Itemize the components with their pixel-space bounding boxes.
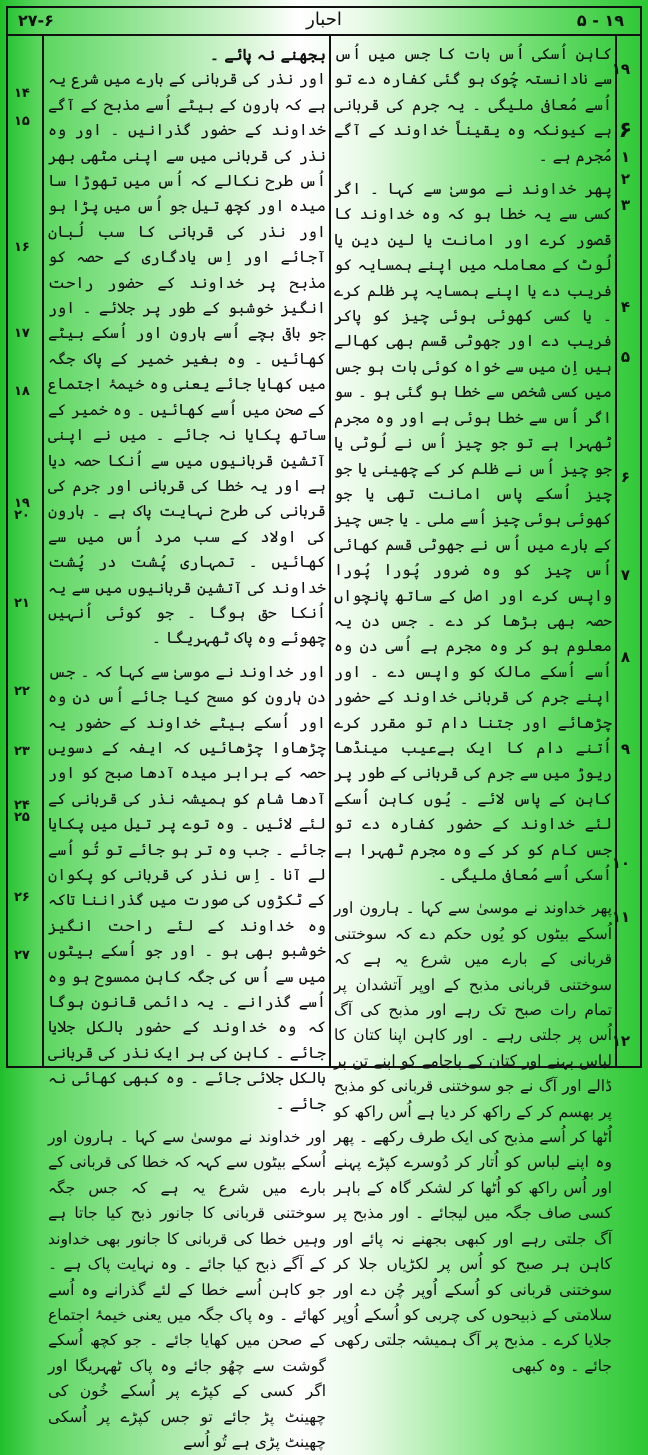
header-verse-range-right: ۵ - ۱۹ [576,11,624,30]
paragraph: اور نذر کی قربانی کے بارے میں شرع یہ ہے کہ ہارون کے بیٹے اُسے مذبح کے آگے خداوند کے حضور گذرانیں ۔ اور وہ نذر کی قربانی میں سے اپنی مٹھی بھر اُس طرح نکالے کہ اُس میں تھوڑا سا میدہ اور کچھ تیل جو اُس میں پڑا ہو اور نذر کی قربانی کا سب لُبان آجائے اور اِس یادگاری کے حصہ کو مذبح پر خداوند کے حضور راحت انگیز خوشبو کے طور پر جلائے ۔ اور جو باقی بچے اُسے ہارون اور اُسکے بیٹے کھائیں ۔ وہ بغیر خمیر کے پاک جگہ میں کھایا جائے یعنی وہ خیمۂ اجتماع کے صحن میں اُسے کھائیں ۔ وہ خمیر کے ساتھ پکایا نہ جائے ۔ میں نے اپنی آتشین قربانیوں میں سے اُنکا حصہ دیا ہے اور یہ خطا کی قربانی اور جرم کی قربانی کی طرح نہایت پاک ہے ۔ ہارون کی اولاد کے سب مرد اُس میں سے کھائیں ۔ تمہاری پُشت در پُشت خداوند کی آتشین قربانیوں میں سے یہ اُنکا حق ہوگا ۔ جو کوئی اُنہیں چھوئے وہ پاک ٹھہریگا ۔ [48,70,326,648]
verse-number: ۳ [620,196,630,214]
verse-number: ۷ [620,566,630,584]
paragraph: اور خداوند نے موسیٰ سے کہا ۔ ہارون اور اُسکے بیٹوں سے کہہ کہ خطا کی قربانی کے بارے میں شرع یہ ہے کہ جس جگہ سوختنی قربانی کا جانور ذبح کیا جاتا ہے وہیں خطا کی قربانی کا جانور بھی خداوند کے آگے ذبح کیا جائے ۔ وہ نہایت پاک ہے ۔ جو کاہن اُسے خطا کے لئے گذرانے وہ اُسے کھائے ۔ وہ پاک جگہ میں یعنی خیمۂ اجتماع کے صحن میں کھایا جائے ۔ جو کچھ اُسکے گوشت سے چھُو جائے وہ پاک ٹھہریگا اور اگر کسی کے کپڑے پر اُسکے خُون کی چھینٹ پڑ جائے تو جس کپڑے پر اُسکی چھینٹ پڑی ہے تُو اُسے [48,1128,326,1451]
chapter-marker: ۶ [618,118,632,143]
verse-number: ۱۸ [14,384,30,399]
verse-number: ۱۴ [14,86,30,101]
verse-number: ۵ [620,348,630,366]
verse-number: ۱۶ [14,240,30,255]
verse-number: ۱۷ [14,326,30,341]
verse-number: ۲۷ [14,948,30,963]
paragraph: کاہن اُسکی اُس بات کا جس میں اُس سے نادانستہ چُوک ہو گئی کفارہ دے تو اُسے مُعافی ملیگی ۔ یہ جرم کی قربانی ہے کیونکہ وہ یقیناً خداوند کے آگے مُجرم ہے ۔ [334,45,612,165]
verse-number: ۲۴ [14,798,30,813]
verse-number: ۱۱ [611,908,630,926]
paragraph: پھر خداوند نے موسیٰ سے کہا ۔ اگر کسی سے یہ خطا ہو کہ وہ خداوند کا قصور کرے اور امانت یا لین دین یا لُوٹ کے معاملہ میں اپنے ہمسایہ کو فریب دے یا اپنے ہمسایہ پر ظلم کرے ۔ یا کسی کھوئی ہوئی چیز کو پاکر فریب دے اور جھوٹی قسم بھی کھالے ہیں اِن میں سے خواہ کوئی بات ہو جس میں کسی شخص سے خطا ہو گئی ہو ۔ سو اگر اُس سے خطا ہوئی ہے اور وہ مجرم ٹھہرا ہے تو جو چیز اُس نے لُوٹی یا جو چیز اُس نے ظلم کر کے چھینی یا جو چیز اُسکے پاس امانت تھی یا جو کھوئی ہوئی چیز اُسے ملی ۔ یا جس چیز کے بارے میں اُس نے جھوٹی قسم کھائی اُس چیز کو وہ ضرور پُورا پُورا واپس کرے اور اصل کے ساتھ پانچواں حصہ بھی بڑھا کر دے ۔ جس دن یہ معلوم ہو کر وہ مجرم ہے اُسی دن وہ اُسے اُسکے مالک کو واپس دے ۔ اور اپنے جرم کی قربانی خداوند کے حضور چڑھائے اور جتنا دام تو مقرر کرے اُتنے دام کا ایک بےعیب مینڈھا ریوڑ میں سے جرم کی قربانی کے طور پر کاہن کے پاس لائے ۔ یُوں کاہن اُسکے لئے خداوند کے حضور کفارہ دے تو جس کام کو کر کے وہ مجرم ٹھہرا ہے اُسکی اُسے مُعافی ملیگی ۔ [334,180,612,884]
verse-number: ۶ [620,468,630,486]
verse-number: ۲۵ [14,810,30,825]
verse-number: ۲۳ [14,744,30,759]
verse-number: ۸ [620,648,630,666]
paragraph: اور خداوند نے موسیٰ سے کہا کہ ۔ جس دن ہارون کو مسح کیا جائے اُس دن وہ اور اُسکے بیٹے خداوند کے حضور یہ چڑھاوا چڑھائیں کہ ایفہ کے دسویں حصہ کے برابر میدہ آدھا صبح کو اور آدھا شام کو ہمیشہ نذر کی قربانی کے لئے لائیں ۔ وہ توے پر تیل میں پکایا جائے ۔ جب وہ تر ہو جائے تو تُو اُسے لے آنا ۔ اِس نذر کی قربانی کو پکوان کے ٹکڑوں کی صورت میں گذراننا تاکہ وہ خداوند کے لئے راحت انگیز خوشبو بھی ہو ۔ اور جو اُسکے بیٹوں میں سے اُس کی جگہ کاہن ممسوح ہو وہ اُسے گذرانے ۔ یہ دائمی قانون ہوگا کہ وہ خداوند کے حضور بالکل جلایا جائے ۔ کاہن کی ہر ایک نذر کی قربانی بالکل جلائی جائے ۔ وہ کبھی کھائی نہ جائے ۔ [48,662,326,1113]
bible-page [6,6,642,1451]
verse-number: ۱۹ [14,496,30,511]
verse-number: ۱ [620,148,630,166]
verse-number: ۱۲ [611,1032,630,1050]
paragraph: بجھنے نہ پائے ۔ [209,45,326,64]
book-title: احبار [306,9,342,30]
left-margin-divider [42,34,44,1066]
verse-number: ۲۶ [14,890,30,905]
verse-number: ۱۹ [611,60,630,78]
column-divider [329,34,331,1066]
left-text-column [48,42,326,1455]
verse-number: ۹ [620,740,630,758]
right-text-column [334,42,612,1379]
header-verse-range-left: ۲۷-۶ [18,11,54,30]
page-header [8,8,640,36]
verse-number: ۲۲ [14,684,30,699]
verse-number: ۴ [620,298,630,316]
verse-number: ۱۵ [14,114,30,129]
paragraph: پھر خداوند نے موسیٰ سے کہا ۔ ہارون اور اُسکے بیٹوں کو یُوں حکم دے کہ سوختنی قربانی کے بارے میں شرع یہ ہے کہ سوختنی قربانی مذبح کے اوپر آتشدان پر تمام رات صبح تک رہے اور مذبح کی آگ اُس پر جلتی رہے ۔ اور کاہن اپنا کتان کا لباس پہنے اور کتان کے پاجامے کو اپنے تن پر ڈالے اور آگ نے جو سوختنی قربانی کو مذبح پر بھسم کر کے راکھ کر دیا ہے اُس راکھ کو اُٹھا کر اُسے مذبح کی ایک طرف رکھے ۔ پھر وہ اپنے لباس کو اُتار کر دُوسرے کپڑے پہنے اور اُس راکھ کو اُٹھا کر لشکر گاہ کے باہر کسی صاف جگہ میں لیجائے ۔ اور مذبح پر آگ جلتی رہے اور کبھی بجھنے نہ پائے اور کاہن ہر صبح کو اُس پر لکڑیاں جلا کر سوختنی قربانی کو اُسکے اُوپر چُن دے اور سلامتی کے ذبیحوں کی چربی کو اُسکے اُوپر جلایا کرے ۔ مذبح پر آگ ہمیشہ جلتی رکھی جائے ۔ وہ کبھی [334,899,612,1375]
verse-number: ۲ [620,170,630,188]
verse-number: ۲۰ [14,508,30,523]
verse-number: ۱۰ [611,854,630,872]
verse-number: ۲۱ [14,596,30,611]
